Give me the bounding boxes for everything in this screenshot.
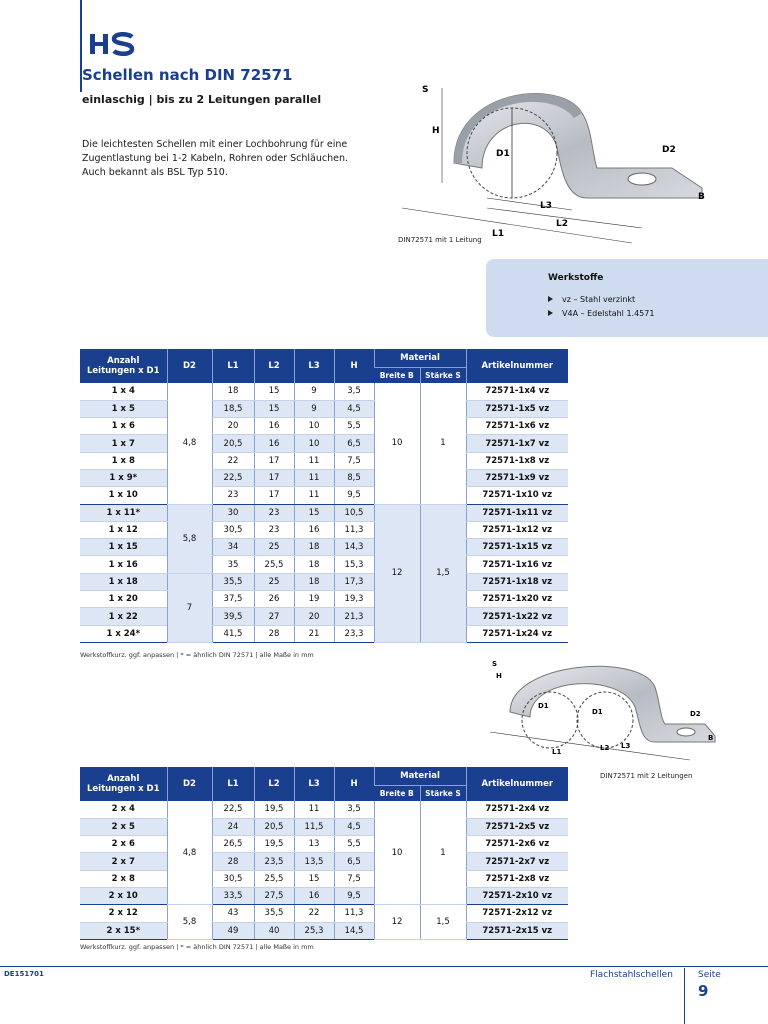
breite-value: 12 <box>374 905 420 940</box>
d2-value: 5,8 <box>167 504 212 573</box>
table-row: 2 x 12 5,8 43 35,5 22 11,3 12 1,5 72571-2x12 vz <box>80 905 568 922</box>
s-label: S <box>422 85 429 95</box>
header-anzahl: Anzahl Leitungen x D1 <box>80 767 167 801</box>
table-row: 2 x 4 4,8 22,5 19,5 11 3,5 10 1 72571-2x4 vz <box>80 801 568 818</box>
footer-divider <box>684 968 685 1024</box>
header-h: H <box>334 349 374 383</box>
staerke-value: 1 <box>420 383 466 504</box>
h-label: H <box>496 672 502 680</box>
header-artikel: Artikelnummer <box>466 349 568 383</box>
d1-label: D1 <box>538 702 549 710</box>
header-l3: L3 <box>294 349 334 383</box>
h-label: H <box>432 126 440 136</box>
materials-title: Werkstoffe <box>548 273 604 283</box>
table-row: 1 x 24* 41,5 28 21 23,3 72571-1x24 vz <box>80 625 568 642</box>
table-row: 1 x 6 20 16 10 5,5 72571-1x6 vz <box>80 418 568 435</box>
table-row: 2 x 6 26,5 19,5 13 5,5 72571-2x6 vz <box>80 836 568 853</box>
d2-value: 4,8 <box>167 383 212 504</box>
table-row: 1 x 16 35 25,5 18 15,3 72571-1x16 vz <box>80 556 568 573</box>
l1-label: L1 <box>492 229 504 239</box>
clamp-drawing-1-line <box>392 58 714 258</box>
d2-value: 4,8 <box>167 801 212 905</box>
header-h: H <box>334 767 374 801</box>
table-row: 2 x 7 28 23,5 13,5 6,5 72571-2x7 vz <box>80 853 568 870</box>
table-2-footnote: Werkstoffkurz. ggf. anpassen | * = ähnlich DIN 72571 | alle Maße in mm <box>80 943 314 951</box>
breite-value: 10 <box>374 801 420 905</box>
spec-table-1-line <box>80 349 568 643</box>
header-d2: D2 <box>167 767 212 801</box>
bullet-arrow-icon <box>548 296 553 302</box>
l2-label: L2 <box>556 219 568 229</box>
l3-label: L3 <box>621 742 631 750</box>
page-subtitle: einlaschig | bis zu 2 Leitungen parallel <box>82 93 322 106</box>
header-material: Material <box>374 767 466 785</box>
header-l1: L1 <box>212 349 254 383</box>
drawing-1-caption: DIN72571 mit 1 Leitung <box>398 236 482 244</box>
header-d2: D2 <box>167 349 212 383</box>
table-row: 1 x 11* 5,8 30 23 15 10,5 12 1,5 72571-1x11 vz <box>80 504 568 521</box>
table-row: 1 x 20 37,5 26 19 19,3 72571-1x20 vz <box>80 591 568 608</box>
table-row: 2 x 8 30,5 25,5 15 7,5 72571-2x8 vz <box>80 870 568 887</box>
breite-value: 12 <box>374 504 420 642</box>
staerke-value: 1 <box>420 801 466 905</box>
d2-label: D2 <box>662 145 676 155</box>
table-row: 1 x 22 39,5 27 20 21,3 72571-1x22 vz <box>80 608 568 625</box>
table-row: 1 x 9* 22,5 17 11 8,5 72571-1x9 vz <box>80 469 568 486</box>
d1-label: D1 <box>592 708 603 716</box>
s-label: S <box>492 660 498 668</box>
d2-value: 5,8 <box>167 905 212 940</box>
header-material: Material <box>374 349 466 367</box>
header-anzahl: Anzahl Leitungen x D1 <box>80 349 167 383</box>
d2-label: D2 <box>690 710 701 718</box>
hs-logo <box>90 32 136 56</box>
staerke-value: 1,5 <box>420 905 466 940</box>
table-row: 1 x 4 4,8 18 15 9 3,5 10 1 72571-1x4 vz <box>80 383 568 400</box>
table-row: 2 x 5 24 20,5 11,5 4,5 72571-2x5 vz <box>80 818 568 835</box>
table-row: 1 x 8 22 17 11 7,5 72571-1x8 vz <box>80 452 568 469</box>
section-name: Flachstahlschellen <box>590 970 673 980</box>
table-row: 1 x 15 34 25 18 14,3 72571-1x15 vz <box>80 539 568 556</box>
breite-value: 10 <box>374 383 420 504</box>
staerke-value: 1,5 <box>420 504 466 642</box>
material-item: vz – Stahl verzinkt <box>548 295 635 304</box>
header-l3: L3 <box>294 767 334 801</box>
header-l2: L2 <box>254 767 294 801</box>
document-code: DE151701 <box>4 970 44 978</box>
l3-label: L3 <box>540 201 552 211</box>
d2-value: 7 <box>167 573 212 642</box>
clamp-drawing-2-lines <box>490 642 720 782</box>
table-row: 1 x 7 20,5 16 10 6,5 72571-1x7 vz <box>80 435 568 452</box>
b-label: B <box>698 192 705 202</box>
table-row: 1 x 5 18,5 15 9 4,5 72571-1x5 vz <box>80 400 568 417</box>
table-row: 2 x 10 33,5 27,5 16 9,5 72571-2x10 vz <box>80 887 568 904</box>
l2-label: L2 <box>600 744 610 752</box>
material-item: V4A – Edelstahl 1.4571 <box>548 309 654 318</box>
header-staerke: Stärke S <box>420 367 466 383</box>
bullet-arrow-icon <box>548 310 553 316</box>
table-1-footnote: Werkstoffkurz. ggf. anpassen | * = ähnlich DIN 72571 | alle Maße in mm <box>80 651 314 659</box>
page-title: Schellen nach DIN 72571 <box>82 66 293 84</box>
header-breite: Breite B <box>374 367 420 383</box>
d1-label: D1 <box>496 149 510 159</box>
header-l2: L2 <box>254 349 294 383</box>
table-row: 2 x 15* 49 40 25,3 14,5 72571-2x15 vz <box>80 922 568 939</box>
header-staerke: Stärke S <box>420 785 466 801</box>
page-number: 9 <box>698 982 709 1000</box>
drawing-2-caption: DIN72571 mit 2 Leitungen <box>600 772 693 780</box>
page-label: Seite <box>698 970 721 980</box>
l1-label: L1 <box>552 748 562 756</box>
footer-rule <box>0 966 768 967</box>
header-artikel: Artikelnummer <box>466 767 568 801</box>
spec-table-2-lines <box>80 767 568 940</box>
b-label: B <box>708 734 714 742</box>
materials-panel <box>486 259 768 337</box>
table-row: 1 x 12 30,5 23 16 11,3 72571-1x12 vz <box>80 521 568 538</box>
header-l1: L1 <box>212 767 254 801</box>
table-row: 1 x 18 7 35,5 25 18 17,3 72571-1x18 vz <box>80 573 568 590</box>
product-description: Die leichtesten Schellen mit einer Lochbohrung für eine Zugentlastung bei 1-2 Kabeln, Rohren oder Schläuchen. Auch bekannt als BSL Typ 510. <box>82 139 348 178</box>
table-row: 1 x 10 23 17 11 9,5 72571-1x10 vz <box>80 487 568 504</box>
header-breite: Breite B <box>374 785 420 801</box>
